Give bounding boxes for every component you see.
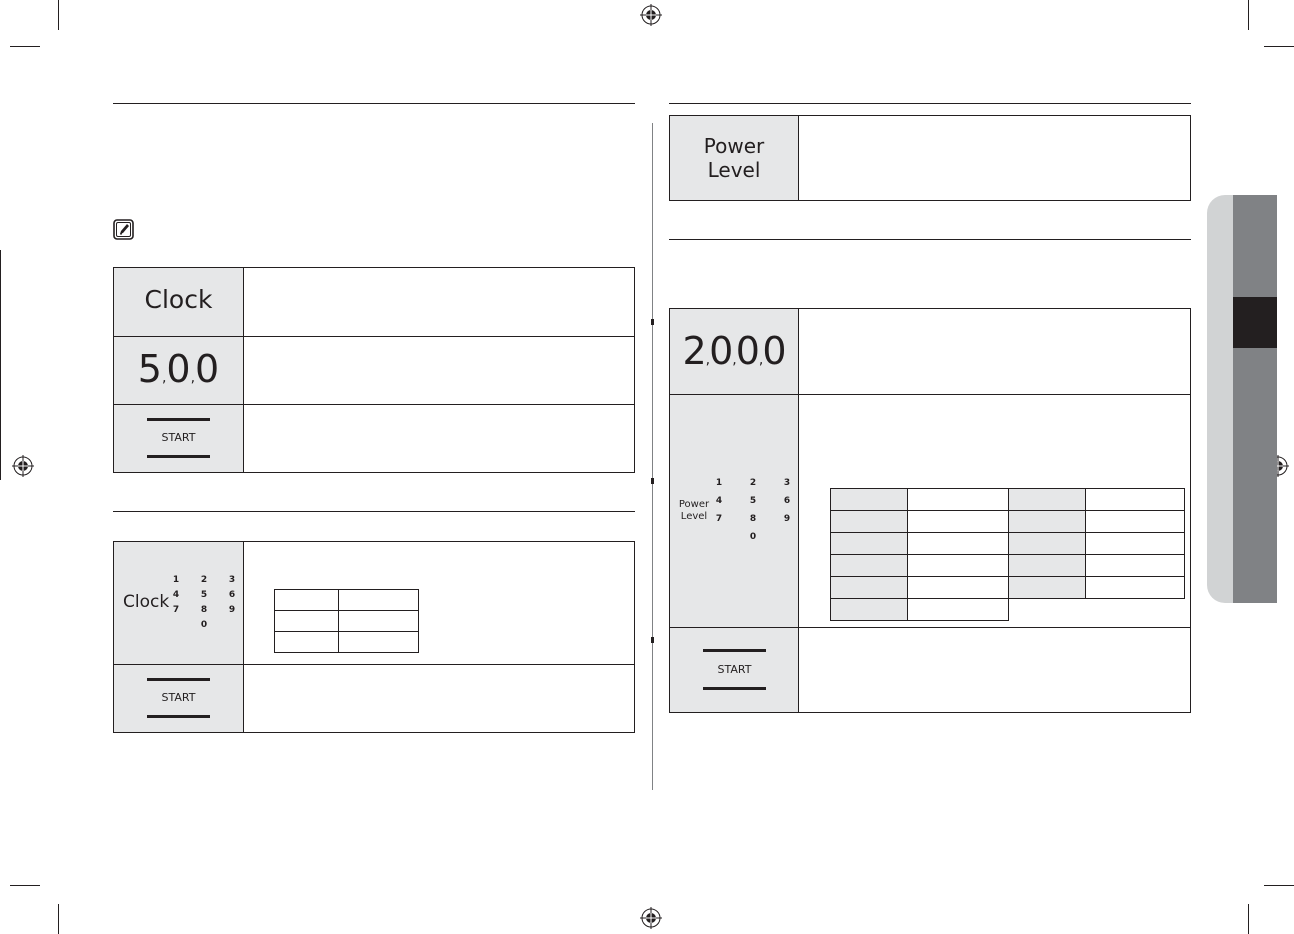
trim-mark <box>1264 885 1294 886</box>
start-button-label: START <box>717 663 752 676</box>
table-row <box>831 511 1185 533</box>
digit: 5 <box>137 347 162 391</box>
clock-setting-steps <box>113 267 635 473</box>
registration-mark-icon <box>640 907 662 929</box>
power-level-label <box>676 499 712 523</box>
start-bar-bottom <box>703 687 766 690</box>
digit-entry-display <box>670 309 799 394</box>
keypad-key[interactable]: 5 <box>749 496 757 506</box>
clock-button-label: Clock <box>123 592 170 612</box>
keypad-key[interactable]: 4 <box>172 590 180 600</box>
digit-sequence: 5,0,0 <box>137 347 220 391</box>
keypad-key[interactable]: 9 <box>783 514 791 524</box>
divider-tick <box>651 478 654 484</box>
keypad-key[interactable]: 1 <box>715 478 723 488</box>
digit: 0 <box>762 329 786 373</box>
start-button[interactable] <box>114 405 244 472</box>
keypad-key[interactable]: 6 <box>783 496 791 506</box>
keypad-key[interactable]: 2 <box>749 478 757 488</box>
digit-sequence: 2,0,0,0 <box>682 329 786 373</box>
start-button-graphic <box>703 628 766 712</box>
clock-mode-steps <box>113 541 635 733</box>
keypad-key[interactable]: 5 <box>200 590 208 600</box>
step-row <box>670 309 1190 395</box>
edge-line <box>0 250 1 480</box>
section-rule <box>113 511 635 512</box>
digit: 0 <box>195 347 220 391</box>
digit: 0 <box>166 347 191 391</box>
digit: 0 <box>735 329 759 373</box>
keypad-key[interactable]: 8 <box>749 514 757 524</box>
power-level-button[interactable] <box>670 116 799 200</box>
power-level-box <box>669 115 1191 201</box>
keypad-key[interactable]: 3 <box>783 478 791 488</box>
keypad-key[interactable]: 0 <box>749 532 757 542</box>
keypad-key[interactable]: 7 <box>172 605 180 615</box>
keypad-key[interactable]: 6 <box>228 590 236 600</box>
clock-button[interactable] <box>114 268 244 336</box>
power-level-line2: Level <box>707 158 761 182</box>
section-rule <box>669 103 1191 104</box>
step-row <box>670 628 1190 712</box>
clock-mode-table <box>274 589 419 653</box>
trim-mark <box>58 904 59 934</box>
keypad-key[interactable]: 7 <box>715 514 723 524</box>
step-row <box>114 268 634 337</box>
step-row <box>114 542 634 665</box>
registration-mark-icon <box>12 455 34 477</box>
step-row <box>114 665 634 732</box>
clock-and-keypad[interactable] <box>114 542 244 664</box>
step-row <box>114 405 634 472</box>
start-bar-top <box>147 678 210 681</box>
step-row <box>670 116 1190 200</box>
table-row <box>831 489 1185 511</box>
table-row <box>831 599 1185 621</box>
digit-entry-display <box>114 337 244 404</box>
start-bar-bottom <box>147 455 210 458</box>
keypad-key[interactable]: 4 <box>715 496 723 506</box>
start-button[interactable] <box>670 628 799 712</box>
power-level-table <box>830 488 1185 621</box>
trim-mark <box>58 0 59 30</box>
power-level-label <box>670 134 798 182</box>
chapter-tab-active <box>1233 297 1277 348</box>
start-bar-top <box>147 418 210 421</box>
power-level-line2: Level <box>680 511 708 522</box>
table-row <box>831 533 1185 555</box>
start-bar-top <box>703 649 766 652</box>
start-button-label: START <box>161 691 196 704</box>
power-setting-steps <box>669 308 1191 713</box>
keypad-key[interactable]: 1 <box>172 575 180 585</box>
start-button-graphic <box>147 405 210 472</box>
power-level-and-keypad[interactable] <box>670 395 799 627</box>
power-level-line1: Power <box>703 134 765 158</box>
start-button-label: START <box>161 431 196 444</box>
keypad-key[interactable]: 3 <box>228 575 236 585</box>
digit: 0 <box>709 329 733 373</box>
table-row <box>275 611 419 632</box>
note-icon <box>113 219 134 240</box>
keypad-key[interactable]: 8 <box>200 605 208 615</box>
start-button[interactable] <box>114 665 244 732</box>
trim-mark <box>10 46 40 47</box>
trim-mark <box>1264 46 1294 47</box>
trim-mark <box>1248 0 1249 30</box>
table-row <box>831 555 1185 577</box>
table-row <box>275 632 419 653</box>
divider-tick <box>651 319 654 325</box>
start-button-graphic <box>147 665 210 732</box>
digit: 2 <box>682 329 706 373</box>
chapter-tab-strip <box>1233 195 1277 603</box>
divider-tick <box>651 637 654 643</box>
section-rule <box>669 239 1191 240</box>
step-row <box>670 395 1190 628</box>
step-row <box>114 337 634 405</box>
start-bar-bottom <box>147 715 210 718</box>
keypad-key[interactable]: 2 <box>200 575 208 585</box>
registration-mark-icon <box>640 4 662 26</box>
section-rule <box>113 103 635 104</box>
clock-button-label: Clock <box>144 285 213 314</box>
table-row <box>831 577 1185 599</box>
trim-mark <box>1248 904 1249 934</box>
keypad-key[interactable]: 9 <box>228 605 236 615</box>
column-divider <box>652 123 653 790</box>
keypad-key[interactable]: 0 <box>200 620 208 630</box>
power-level-line1: Power <box>678 499 710 510</box>
trim-mark <box>10 885 40 886</box>
table-row <box>275 590 419 611</box>
